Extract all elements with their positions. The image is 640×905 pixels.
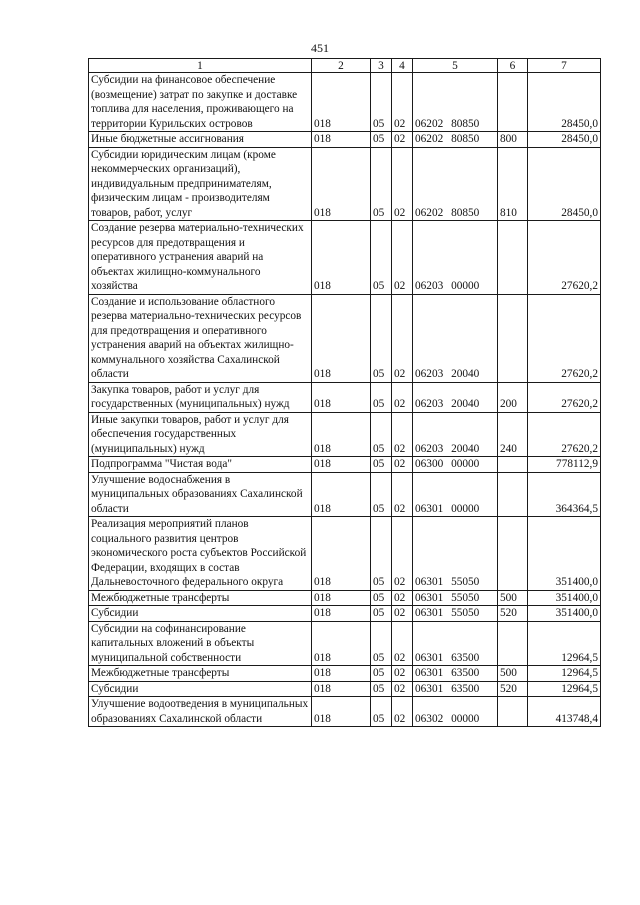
table-row (89, 697, 601, 727)
page-number: 451 (311, 41, 329, 55)
row-section: 05 (371, 457, 392, 473)
row-name: Создание резерва материально-технических ресурсов для предотвращения и оперативного устранения аварий на объектах жилищно-коммунального хозяйства (89, 221, 312, 295)
row-amount: 12964,5 (528, 621, 601, 666)
table-row (89, 73, 601, 132)
table-row (89, 666, 601, 682)
row-subsection: 02 (392, 412, 413, 457)
row-target-article: 06202 80850 (413, 147, 498, 221)
row-subsection: 02 (392, 697, 413, 727)
table-row (89, 606, 601, 622)
table-row (89, 221, 601, 295)
row-expense-type (498, 621, 528, 666)
row-code-admin: 018 (312, 73, 371, 132)
row-name: Реализация мероприятий планов социального развития центров экономического роста субъектов Российской Федерации, входящих в состав Дальневосточного федерального округа (89, 517, 312, 591)
table-row (89, 457, 601, 473)
row-target-article: 06301 55050 (413, 517, 498, 591)
row-name: Субсидии на финансовое обеспечение (возмещение) затрат по закупке и доставке топлива для населения, проживающего на территории Курильских островов (89, 73, 312, 132)
row-section: 05 (371, 294, 392, 382)
row-amount: 413748,4 (528, 697, 601, 727)
row-expense-type: 200 (498, 382, 528, 412)
row-subsection: 02 (392, 382, 413, 412)
row-code-admin: 018 (312, 621, 371, 666)
row-name: Создание и использование областного резерва материально-технических ресурсов для предотвращения и оперативного устранения аварий на объектах жилищно-коммунального хозяйства Сахалинской области (89, 294, 312, 382)
row-code-admin: 018 (312, 382, 371, 412)
row-amount: 28450,0 (528, 73, 601, 132)
row-name: Субсидии на софинансирование капитальных вложений в объекты муниципальной собственности (89, 621, 312, 666)
row-expense-type (498, 697, 528, 727)
header-row (89, 59, 601, 73)
row-expense-type: 810 (498, 147, 528, 221)
table-row (89, 412, 601, 457)
row-subsection: 02 (392, 147, 413, 221)
header-cell: 4 (392, 59, 413, 73)
row-name: Иные закупки товаров, работ и услуг для обеспечения государственных (муниципальных) нужд (89, 412, 312, 457)
header-cell: 6 (498, 59, 528, 73)
row-amount: 27620,2 (528, 382, 601, 412)
row-target-article: 06301 55050 (413, 606, 498, 622)
row-section: 05 (371, 132, 392, 148)
row-expense-type: 500 (498, 666, 528, 682)
row-section: 05 (371, 73, 392, 132)
row-subsection: 02 (392, 472, 413, 517)
row-target-article: 06203 20040 (413, 412, 498, 457)
row-name: Межбюджетные трансферты (89, 666, 312, 682)
row-code-admin: 018 (312, 221, 371, 295)
row-expense-type (498, 472, 528, 517)
row-target-article: 06302 00000 (413, 697, 498, 727)
row-amount: 364364,5 (528, 472, 601, 517)
row-section: 05 (371, 621, 392, 666)
row-subsection: 02 (392, 681, 413, 697)
row-section: 05 (371, 517, 392, 591)
row-target-article: 06301 63500 (413, 681, 498, 697)
row-target-article: 06203 00000 (413, 221, 498, 295)
row-section: 05 (371, 412, 392, 457)
row-section: 05 (371, 697, 392, 727)
header-cell: 3 (371, 59, 392, 73)
header-cell: 7 (528, 59, 601, 73)
row-expense-type (498, 73, 528, 132)
row-name: Межбюджетные трансферты (89, 590, 312, 606)
row-amount: 27620,2 (528, 221, 601, 295)
row-name: Субсидии юридическим лицам (кроме некоммерческих организаций), индивидуальным предпринимателям, физическим лицам - производителям товаров, работ, услуг (89, 147, 312, 221)
row-subsection: 02 (392, 73, 413, 132)
row-name: Улучшение водоснабжения в муниципальных образованиях Сахалинской области (89, 472, 312, 517)
row-section: 05 (371, 147, 392, 221)
row-amount: 351400,0 (528, 606, 601, 622)
row-code-admin: 018 (312, 457, 371, 473)
row-code-admin: 018 (312, 472, 371, 517)
row-expense-type (498, 294, 528, 382)
row-target-article: 06301 63500 (413, 666, 498, 682)
table-row (89, 590, 601, 606)
row-subsection: 02 (392, 517, 413, 591)
row-subsection: 02 (392, 221, 413, 295)
row-subsection: 02 (392, 457, 413, 473)
table-row (89, 294, 601, 382)
row-name: Улучшение водоотведения в муниципальных образованиях Сахалинской области (89, 697, 312, 727)
row-code-admin: 018 (312, 606, 371, 622)
row-target-article: 06301 00000 (413, 472, 498, 517)
row-amount: 28450,0 (528, 132, 601, 148)
table-row (89, 472, 601, 517)
row-amount: 12964,5 (528, 681, 601, 697)
header-cell: 2 (312, 59, 371, 73)
row-expense-type (498, 457, 528, 473)
row-amount: 351400,0 (528, 517, 601, 591)
row-subsection: 02 (392, 606, 413, 622)
row-code-admin: 018 (312, 412, 371, 457)
row-target-article: 06301 55050 (413, 590, 498, 606)
row-code-admin: 018 (312, 132, 371, 148)
row-target-article: 06203 20040 (413, 382, 498, 412)
row-expense-type: 500 (498, 590, 528, 606)
table-body (89, 73, 601, 727)
table-row (89, 132, 601, 148)
row-expense-type: 520 (498, 681, 528, 697)
header-cell: 1 (89, 59, 312, 73)
row-target-article: 06203 20040 (413, 294, 498, 382)
row-section: 05 (371, 382, 392, 412)
row-target-article: 06202 80850 (413, 73, 498, 132)
row-section: 05 (371, 590, 392, 606)
row-section: 05 (371, 666, 392, 682)
budget-table (88, 58, 601, 727)
table-row (89, 681, 601, 697)
row-subsection: 02 (392, 666, 413, 682)
row-amount: 351400,0 (528, 590, 601, 606)
row-name: Субсидии (89, 681, 312, 697)
row-subsection: 02 (392, 590, 413, 606)
row-section: 05 (371, 472, 392, 517)
row-code-admin: 018 (312, 517, 371, 591)
row-amount: 27620,2 (528, 412, 601, 457)
row-code-admin: 018 (312, 147, 371, 221)
row-name: Подпрограмма "Чистая вода" (89, 457, 312, 473)
row-target-article: 06301 63500 (413, 621, 498, 666)
row-name: Иные бюджетные ассигнования (89, 132, 312, 148)
table-row (89, 382, 601, 412)
row-code-admin: 018 (312, 697, 371, 727)
header-cell: 5 (413, 59, 498, 73)
table-row (89, 517, 601, 591)
row-name: Субсидии (89, 606, 312, 622)
row-subsection: 02 (392, 132, 413, 148)
row-section: 05 (371, 221, 392, 295)
row-expense-type (498, 517, 528, 591)
row-amount: 12964,5 (528, 666, 601, 682)
row-code-admin: 018 (312, 681, 371, 697)
table-row (89, 621, 601, 666)
row-target-article: 06300 00000 (413, 457, 498, 473)
row-expense-type: 240 (498, 412, 528, 457)
row-amount: 27620,2 (528, 294, 601, 382)
row-subsection: 02 (392, 294, 413, 382)
row-expense-type: 520 (498, 606, 528, 622)
row-expense-type (498, 221, 528, 295)
row-amount: 778112,9 (528, 457, 601, 473)
row-subsection: 02 (392, 621, 413, 666)
row-target-article: 06202 80850 (413, 132, 498, 148)
row-code-admin: 018 (312, 590, 371, 606)
row-code-admin: 018 (312, 294, 371, 382)
row-amount: 28450,0 (528, 147, 601, 221)
table-row (89, 147, 601, 221)
row-section: 05 (371, 606, 392, 622)
row-code-admin: 018 (312, 666, 371, 682)
row-expense-type: 800 (498, 132, 528, 148)
row-name: Закупка товаров, работ и услуг для государственных (муниципальных) нужд (89, 382, 312, 412)
row-section: 05 (371, 681, 392, 697)
